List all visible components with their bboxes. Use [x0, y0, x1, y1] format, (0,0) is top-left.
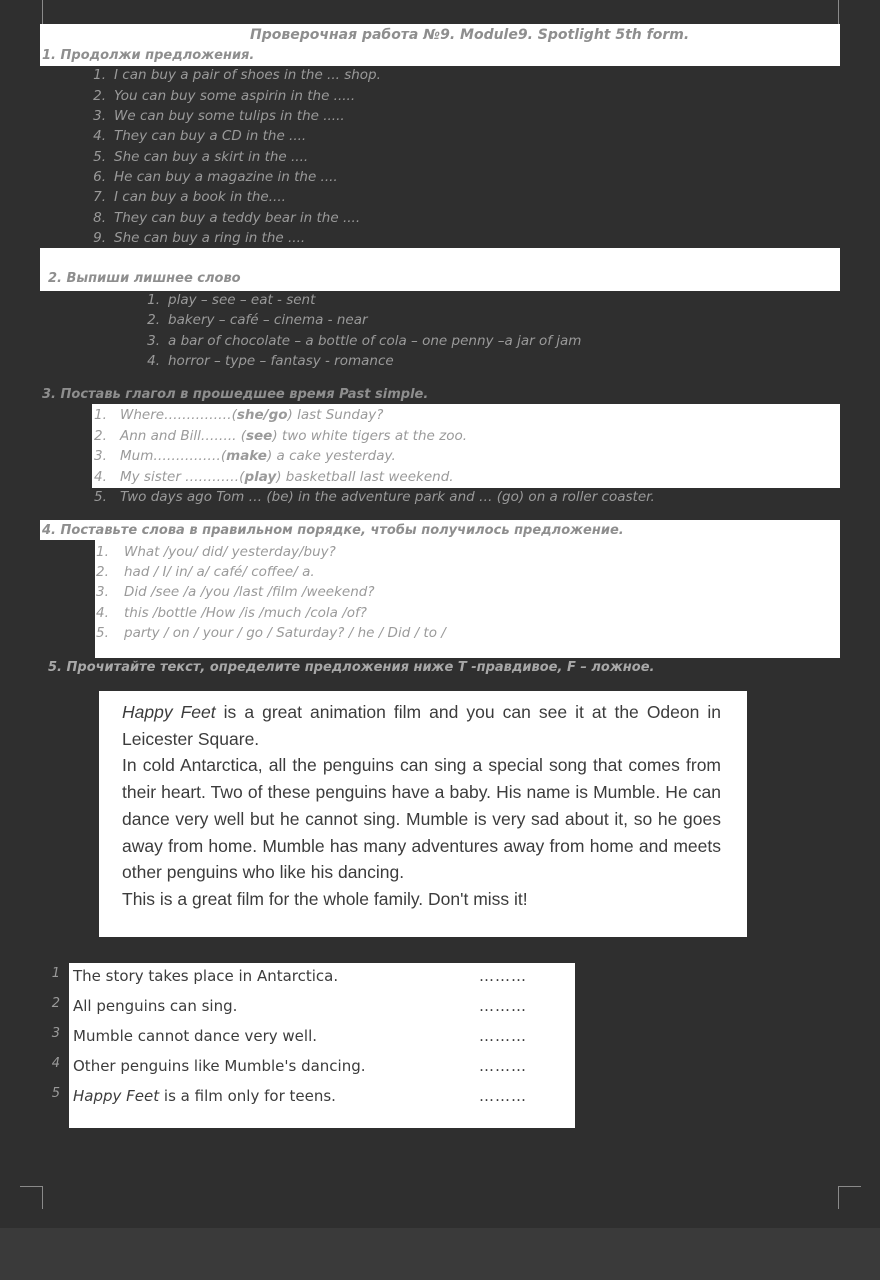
statement-text: Happy Feet is a film only for teens. — [73, 1087, 336, 1105]
table-row — [69, 1025, 575, 1049]
viewer-bottom-bar — [0, 1228, 880, 1280]
statement-text: All penguins can sing. — [73, 997, 238, 1015]
list-item: 2. You can buy some aspirin in the ..... — [93, 88, 356, 104]
list-item: 3. Mum……………(make) a cake yesterday. — [94, 448, 396, 464]
list-item: 3. We can buy some tulips in the ..... — [93, 108, 345, 124]
list-item: 4. They can buy a CD in the .... — [93, 128, 307, 144]
page-title: Проверочная работа №9. Module9. Spotlight 5th form. — [250, 27, 690, 43]
list-item: 1. Where……………(she/go) last Sunday? — [94, 407, 384, 423]
list-item: 1. What /you/ did/ yesterday/buy? — [96, 544, 336, 560]
list-item: 1. play – see – eat - sent — [147, 292, 316, 308]
statement-text: The story takes place in Antarctica. — [73, 967, 339, 985]
section1-heading: 1. Продолжи предложения. — [42, 48, 255, 63]
list-item: 3. a bar of chocolate – a bottle of cola – one penny –a jar of jam — [147, 333, 582, 349]
crop-mark-bottom-left — [20, 1186, 43, 1209]
section3-heading: 3. Поставь глагол в прошедшее время Past simple. — [42, 387, 429, 402]
list-item: 5. Two days ago Tom … (be) in the adventure park and … (go) on a roller coaster. — [94, 489, 655, 505]
reading-text-box — [99, 691, 747, 937]
list-item: 4. this /bottle /How /is /much /cola /of? — [96, 605, 367, 621]
section2-heading: 2. Выпиши лишнее слово — [48, 271, 241, 286]
list-item: 1. I can buy a pair of shoes in the ... shop. — [93, 67, 381, 83]
reading-paragraph: In cold Antarctica, all the penguins can sing a special song that comes from their heart. Two of these penguins have a baby. His name is Mumble. He can dance very well but he cannot sing. Mumble is very sad about it, so he goes away from home. Mumble has many adventures away from home and meets other penguins who like his dancing. — [122, 755, 721, 883]
list-item: 2. had / I/ in/ a/ café/ coffee/ a. — [96, 564, 315, 580]
reading-paragraph: This is a great film for the whole family. Don't miss it! — [122, 888, 528, 909]
list-item: 7. I can buy a book in the.... — [93, 189, 286, 205]
statement-number: 4 — [51, 1056, 60, 1071]
list-item: 5. party / on / your / go / Saturday? / he / Did / to / — [96, 625, 446, 641]
section4-heading: 4. Поставьте слова в правильном порядке, чтобы получилось предложение. — [42, 523, 624, 538]
answer-blank[interactable]: ……… — [479, 1087, 527, 1105]
crop-mark-bottom-right — [838, 1186, 861, 1209]
statement-number: 2 — [51, 996, 60, 1011]
answer-blank[interactable]: ……… — [479, 1057, 527, 1075]
list-item: 4. horror – type – fantasy - romance — [147, 353, 394, 369]
table-row — [69, 965, 575, 989]
list-item: 5. She can buy a skirt in the .... — [93, 149, 309, 165]
statement-number: 1 — [51, 966, 60, 981]
answer-blank[interactable]: ……… — [479, 967, 527, 985]
list-item: 9. She can buy a ring in the .... — [93, 230, 306, 246]
statement-text: Mumble cannot dance very well. — [73, 1027, 318, 1045]
reading-paragraph: Happy Feet is a great animation film and you can see it at the Odeon in Leicester Square. — [122, 702, 722, 749]
true-false-table — [69, 963, 575, 1128]
statement-text: Other penguins like Mumble's dancing. — [73, 1057, 366, 1075]
statement-number: 5 — [51, 1086, 60, 1101]
list-item: 2. Ann and Bill…….. (see) two white tigers at the zoo. — [94, 428, 468, 444]
list-item: 2. bakery – café – cinema - near — [147, 312, 368, 328]
list-item: 8. They can buy a teddy bear in the .... — [93, 210, 361, 226]
answer-blank[interactable]: ……… — [479, 997, 527, 1015]
answer-blank[interactable]: ……… — [479, 1027, 527, 1045]
crop-mark-top-right — [838, 0, 861, 24]
table-row — [69, 995, 575, 1019]
section5-heading: 5. Прочитайте текст, определите предложения ниже T -правдивое, F – ложное. — [48, 660, 655, 675]
crop-mark-top-left — [20, 0, 43, 24]
table-row — [69, 1055, 575, 1079]
list-item: 3. Did /see /a /you /last /film /weekend? — [96, 584, 375, 600]
list-item: 6. He can buy a magazine in the .... — [93, 169, 338, 185]
table-row — [69, 1085, 575, 1109]
list-item: 4. My sister …………(play) basketball last weekend. — [94, 469, 454, 485]
statement-number: 3 — [51, 1026, 60, 1041]
